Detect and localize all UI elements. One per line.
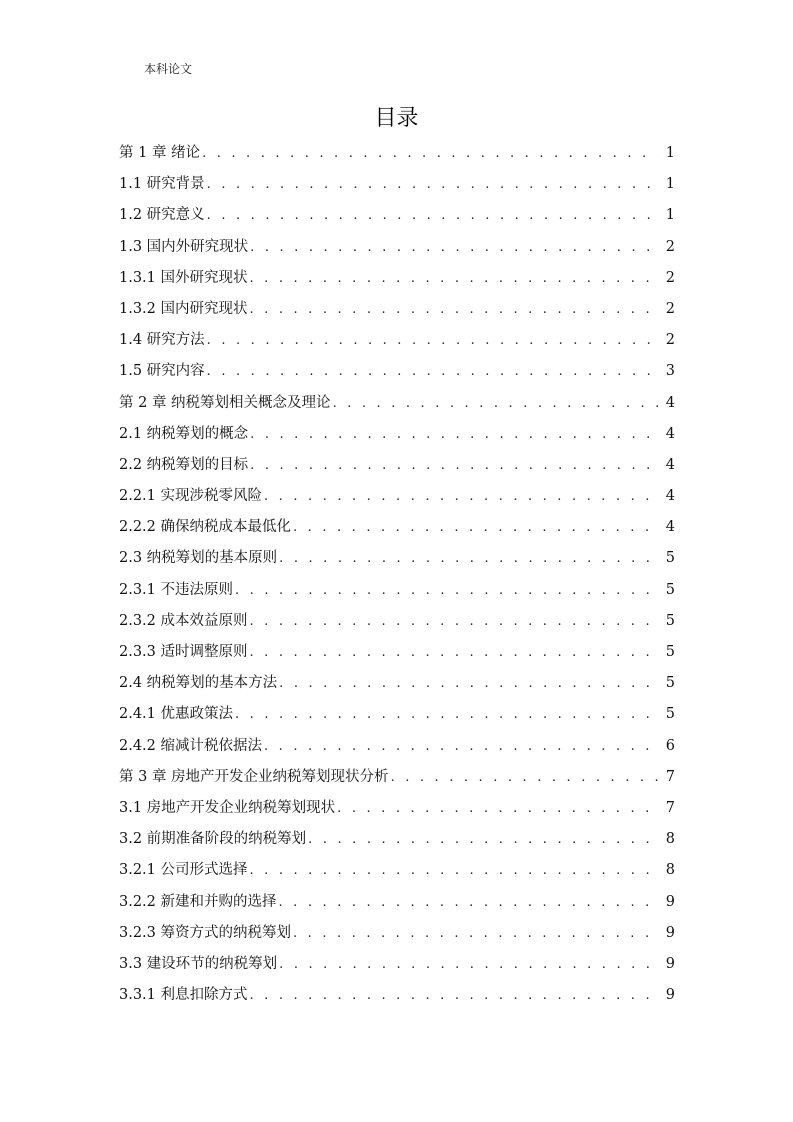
toc-entry[interactable] bbox=[119, 702, 675, 733]
toc-entry-page-number: 4 bbox=[665, 394, 675, 411]
toc-entry-label: 1.4 研究方法 bbox=[119, 332, 205, 349]
toc-entry[interactable] bbox=[119, 141, 675, 172]
toc-dot-leader bbox=[279, 676, 658, 691]
toc-entry-label: 3.3 建设环节的纳税筹划 bbox=[119, 955, 278, 972]
toc-entry-label: 第 1 章 绪论 bbox=[119, 145, 201, 161]
toc-dot-leader bbox=[207, 364, 658, 379]
toc-dot-leader bbox=[202, 146, 658, 161]
toc-entry-label: 1.3.1 国外研究现状 bbox=[119, 269, 248, 286]
toc-entry-label: 2.3.1 不违法原则 bbox=[119, 581, 234, 598]
toc-entry[interactable] bbox=[119, 734, 675, 765]
toc-entry-page-number: 2 bbox=[665, 269, 675, 286]
toc-dot-leader bbox=[250, 645, 658, 660]
toc-entry[interactable] bbox=[119, 328, 675, 359]
toc-entry-label: 2.3.3 适时调整原则 bbox=[119, 644, 248, 660]
toc-entry[interactable] bbox=[119, 578, 675, 609]
toc-entry-page-number: 2 bbox=[665, 300, 675, 317]
toc-entry[interactable] bbox=[119, 765, 675, 796]
toc-dot-leader bbox=[279, 551, 658, 566]
toc-entry[interactable] bbox=[119, 671, 675, 702]
toc-entry-label: 2.1 纳税筹划的概念 bbox=[119, 425, 249, 442]
toc-entry-page-number: 2 bbox=[665, 332, 675, 349]
toc-dot-leader bbox=[207, 333, 658, 348]
toc-entry[interactable] bbox=[119, 921, 675, 952]
toc-entry-page-number: 5 bbox=[665, 706, 675, 723]
toc-entry-label: 3.2.2 新建和并购的选择 bbox=[119, 893, 277, 910]
toc-entry-page-number: 7 bbox=[665, 799, 675, 816]
toc-entry-label: 3.1 房地产开发企业纳税筹划现状 bbox=[119, 799, 336, 816]
toc-dot-leader bbox=[293, 520, 658, 535]
toc-entry-page-number: 1 bbox=[665, 176, 675, 193]
toc-dot-leader bbox=[250, 614, 658, 629]
toc-entry-page-number: 9 bbox=[665, 955, 675, 972]
toc-dot-leader bbox=[250, 240, 658, 255]
toc-entry-label: 2.4 纳税筹划的基本方法 bbox=[119, 675, 278, 692]
toc-dot-leader bbox=[250, 988, 658, 1003]
toc-entry[interactable] bbox=[119, 391, 675, 422]
toc-entry[interactable] bbox=[119, 453, 675, 484]
toc-entry[interactable] bbox=[119, 359, 675, 390]
toc-entry[interactable] bbox=[119, 640, 675, 671]
toc-dot-leader bbox=[250, 271, 658, 286]
toc-entry-label: 2.2.1 实现涉税零风险 bbox=[119, 488, 263, 505]
toc-entry-label: 2.4.2 缩减计税依据法 bbox=[119, 737, 263, 754]
toc-entry-label: 3.3.1 利息扣除方式 bbox=[119, 987, 248, 1004]
toc-entry-page-number: 5 bbox=[665, 581, 675, 598]
toc-entry[interactable] bbox=[119, 609, 675, 640]
toc-entry-label: 2.4.1 优惠政策法 bbox=[119, 706, 234, 723]
toc-entry-page-number: 8 bbox=[665, 831, 675, 848]
page-header: 本科论文 bbox=[144, 62, 193, 76]
toc-dot-leader bbox=[250, 427, 658, 442]
toc-entry[interactable] bbox=[119, 515, 675, 546]
toc-entry[interactable] bbox=[119, 858, 675, 889]
toc-entry-label: 3.2.1 公司形式选择 bbox=[119, 862, 248, 879]
toc-entry-label: 1.5 研究内容 bbox=[119, 363, 205, 380]
toc-entry-label: 3.2.3 筹资方式的纳税筹划 bbox=[119, 924, 292, 941]
toc-dot-leader bbox=[250, 302, 658, 317]
toc-entry-page-number: 4 bbox=[665, 519, 675, 536]
toc-dot-leader bbox=[207, 208, 658, 223]
toc-entry[interactable] bbox=[119, 266, 675, 297]
toc-entry[interactable] bbox=[119, 235, 675, 266]
toc-entry-label: 1.2 研究意义 bbox=[119, 207, 205, 224]
toc-entry-page-number: 1 bbox=[665, 207, 675, 224]
toc-entry[interactable] bbox=[119, 983, 675, 1014]
toc-entry-label: 2.2.2 确保纳税成本最低化 bbox=[119, 519, 292, 536]
toc-entry-page-number: 6 bbox=[665, 737, 675, 754]
toc-entry-label: 第 3 章 房地产开发企业纳税筹划现状分析 bbox=[119, 768, 389, 785]
toc-entry-label: 2.2 纳税筹划的目标 bbox=[119, 456, 249, 473]
toc-entry-label: 1.3.2 国内研究现状 bbox=[119, 300, 248, 317]
toc-entry-page-number: 9 bbox=[665, 893, 675, 910]
toc-entry-page-number: 1 bbox=[665, 145, 675, 161]
toc-entry-page-number: 4 bbox=[665, 425, 675, 442]
toc-dot-leader bbox=[264, 739, 658, 754]
toc-entry[interactable] bbox=[119, 796, 675, 827]
page-title: 目录 bbox=[374, 106, 419, 131]
toc-entry-page-number: 9 bbox=[665, 987, 675, 1004]
toc-entry-page-number: 5 bbox=[665, 612, 675, 629]
toc-dot-leader bbox=[391, 770, 658, 785]
toc-entry[interactable] bbox=[119, 297, 675, 328]
toc-dot-leader bbox=[264, 489, 658, 504]
toc-entry[interactable] bbox=[119, 203, 675, 234]
toc-entry-page-number: 4 bbox=[665, 488, 675, 505]
toc-entry[interactable] bbox=[119, 952, 675, 983]
toc-entry-label: 2.3.2 成本效益原则 bbox=[119, 612, 248, 629]
toc-dot-leader bbox=[337, 801, 658, 816]
toc-dot-leader bbox=[250, 863, 658, 878]
toc-entry-page-number: 8 bbox=[665, 862, 675, 879]
toc-dot-leader bbox=[308, 832, 658, 847]
toc-dot-leader bbox=[250, 458, 658, 473]
toc-dot-leader bbox=[235, 707, 658, 722]
toc-entry[interactable] bbox=[119, 172, 675, 203]
toc-dot-leader bbox=[293, 926, 658, 941]
toc-entry[interactable] bbox=[119, 827, 675, 858]
toc-dot-leader bbox=[207, 177, 658, 192]
toc-entry-label: 2.3 纳税筹划的基本原则 bbox=[119, 550, 278, 567]
toc-entry[interactable] bbox=[119, 890, 675, 921]
toc-entry-label: 1.3 国内外研究现状 bbox=[119, 238, 249, 255]
toc-entry[interactable] bbox=[119, 422, 675, 453]
toc-entry-page-number: 4 bbox=[665, 456, 675, 473]
toc-entry[interactable] bbox=[119, 484, 675, 515]
toc-entry[interactable] bbox=[119, 546, 675, 577]
toc-entry-page-number: 5 bbox=[665, 644, 675, 660]
toc-entry-page-number: 2 bbox=[665, 238, 675, 255]
toc-entry-page-number: 5 bbox=[665, 550, 675, 567]
toc-dot-leader bbox=[333, 396, 658, 411]
toc-entry-page-number: 5 bbox=[665, 675, 675, 692]
toc-dot-leader bbox=[279, 895, 658, 910]
toc-entry-page-number: 3 bbox=[665, 363, 675, 380]
toc-entry-label: 1.1 研究背景 bbox=[119, 176, 205, 193]
toc-dot-leader bbox=[235, 583, 658, 598]
toc-entry-label: 第 2 章 纳税筹划相关概念及理论 bbox=[119, 394, 331, 411]
table-of-contents bbox=[119, 141, 675, 1014]
toc-entry-page-number: 7 bbox=[665, 768, 675, 785]
toc-entry-page-number: 9 bbox=[665, 924, 675, 941]
toc-entry-label: 3.2 前期准备阶段的纳税筹划 bbox=[119, 831, 307, 848]
toc-dot-leader bbox=[279, 957, 658, 972]
